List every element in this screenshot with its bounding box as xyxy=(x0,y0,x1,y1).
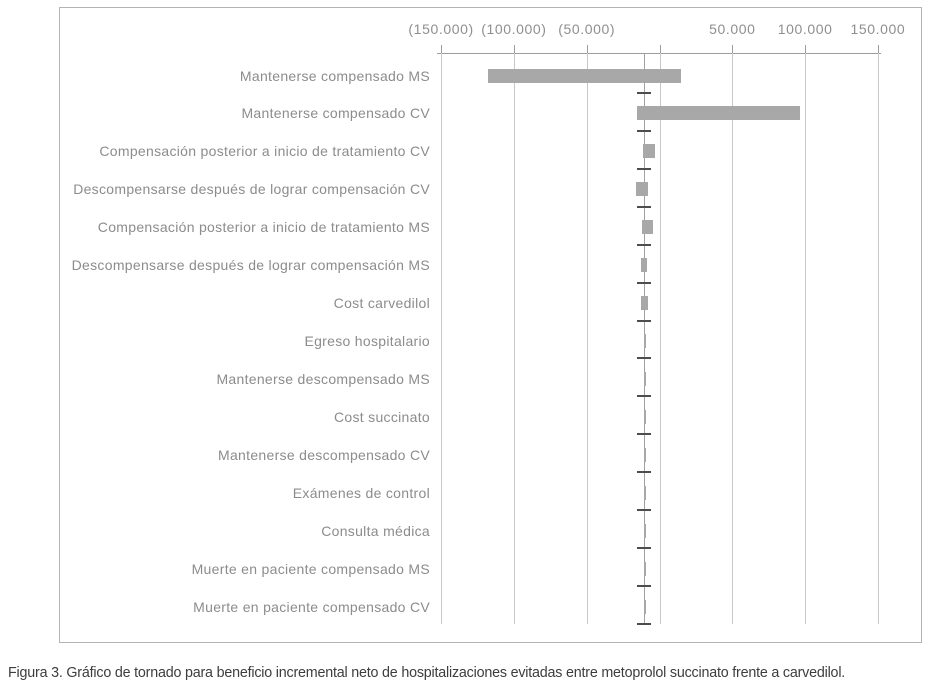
x-tick-label: 50.000 xyxy=(709,21,756,37)
x-tick-label: 100.000 xyxy=(777,21,833,37)
category-label: Mantenerse descompensado CV xyxy=(218,446,430,463)
category-label: Consulta médica xyxy=(321,522,430,539)
category-label: Mantenerse descompensado MS xyxy=(216,370,430,387)
category-label: Compensación posterior a inicio de tratamiento MS xyxy=(97,219,430,236)
x-tick-label: 150.000 xyxy=(850,21,906,37)
category-label: Muerte en paciente compensado MS xyxy=(191,560,430,577)
category-label: Descompensarse después de lograr compensación MS xyxy=(71,257,430,274)
x-tick-label: (100.000) xyxy=(481,21,547,37)
figure-box xyxy=(59,7,922,643)
category-label: Exámenes de control xyxy=(292,484,430,501)
category-label: Egreso hospitalario xyxy=(304,333,430,349)
category-label: Mantenerse compensado MS xyxy=(239,67,430,84)
category-label: Cost carvedilol xyxy=(333,295,430,312)
category-label: Compensación posterior a inicio de tratamiento CV xyxy=(99,143,430,160)
x-tick-label: (50.000) xyxy=(558,21,616,37)
x-tick-label: (150.000) xyxy=(408,21,474,37)
category-label: Mantenerse compensado CV xyxy=(241,105,430,122)
category-label: Muerte en paciente compensado CV xyxy=(193,598,430,615)
category-label: Descompensarse después de lograr compensación CV xyxy=(73,181,430,198)
figure-caption: Figura 3. Gráfico de tornado para beneficio incremental neto de hospitalizaciones evitadas entre metoprolol succinato frente a carvedilol. xyxy=(8,665,846,681)
category-label: Cost succinato xyxy=(333,408,430,425)
